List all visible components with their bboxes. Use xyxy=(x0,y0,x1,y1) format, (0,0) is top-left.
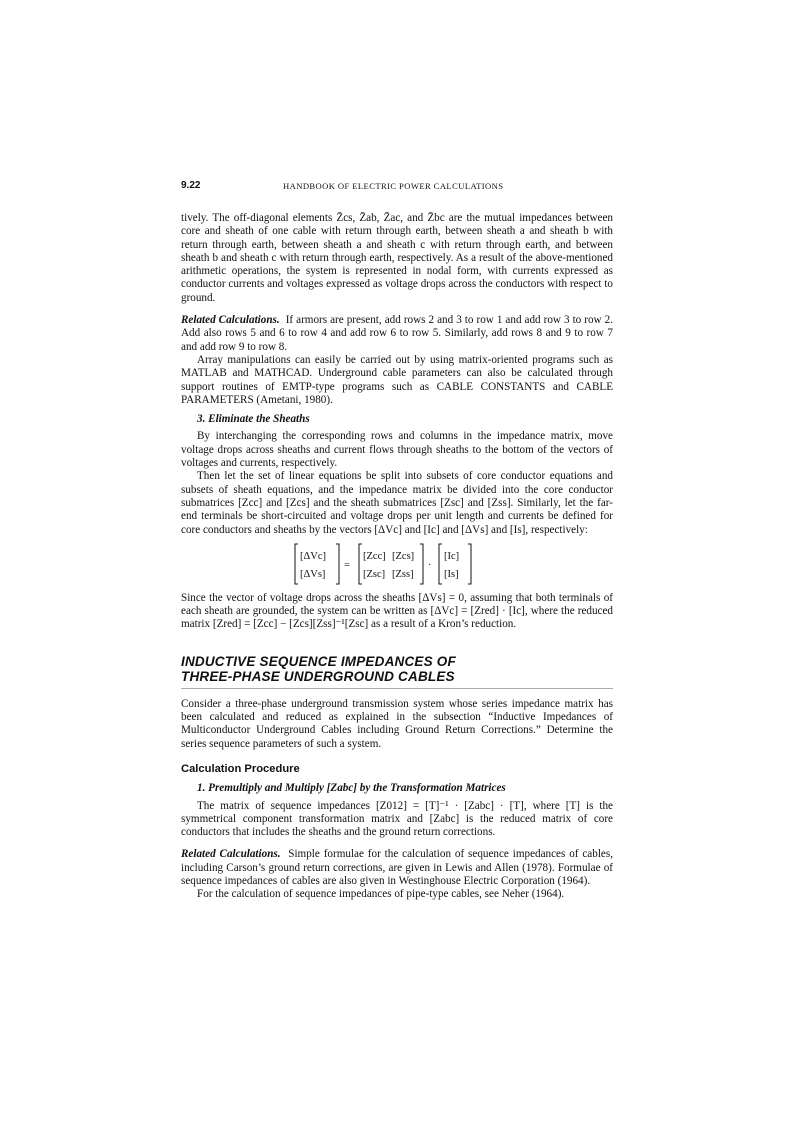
lhs-core-voltage: [ΔVc] xyxy=(300,550,326,562)
paragraph-consider: Consider a three-phase underground transmission system whose series impedance matrix has been calculated and reduced as explained in the subsection “Inductive Impedances of Multiconductor Underground Cables including Ground Return Corrections.” Determine the series sequence parameters of such a system. xyxy=(181,697,613,750)
paragraph-split-equations: Then let the set of linear equations be split into subsets of core conductor equations and subsets of sheath equations, and the impedance matrix be divided into the core conductor submatrices [Zcc] and [Zcs] and the sheath submatrices [Zsc] and [Zss]. Similarly, let the far-end terminals be short-circuited and voltage drops per unit length and currents be defined for core conductors and sheaths by the vectors [ΔVc] and [Ic] and [ΔVs] and [Is], respectively: xyxy=(181,470,613,536)
step-eliminate-sheaths: 3. Eliminate the Sheaths xyxy=(197,413,310,426)
rhs-sheath-current: [Is] xyxy=(444,568,459,580)
related-calculations-text: If armors are present, add rows 2 and 3 to row 1 and add row 3 to row 2. Add also rows 5 and 6 to row 4 and add row 6 to row 5. Similarly, add rows 8 and 9 to row 7 and add row 9 to row 8. xyxy=(181,314,613,353)
matrix-zss: [Zss] xyxy=(392,568,414,580)
paragraph-kron-reduction: Since the vector of voltage drops across the sheaths [ΔVs] = 0, assuming that both terminals of each sheath are grounded, the system can be written as [ΔVc] = [Zred] · [Ic], where the reduced matrix [Zred] = [Zcc] − [Zcs][Zss]⁻¹[Zsc] as a result of a Kron’s reduction. xyxy=(181,591,613,631)
matrix-equation xyxy=(181,542,613,586)
related-calculations-text-2: Simple formulae for the calculation of sequence impedances of cables, including Carson’s ground return corrections, are given in Lewis and Allen (1978). Formulae of sequence impedances of cables are also given in Westinghouse Electric Corporation (1964). xyxy=(181,848,613,887)
paragraph-interchange: By interchanging the corresponding rows and columns in the impedance matrix, move voltage drops across sheaths and current flows through sheaths to the bottom of the vectors of voltages and currents, respectively. xyxy=(181,430,613,470)
related-calculations-label: Related Calculations. xyxy=(181,314,280,327)
rhs-core-current: [Ic] xyxy=(444,550,460,562)
matrix-equation-graphic xyxy=(292,542,502,586)
section-title-line-2: THREE-PHASE UNDERGROUND CABLES xyxy=(181,668,455,684)
matrix-zsc: [Zsc] xyxy=(363,568,386,580)
section-title-line-1: INDUCTIVE SEQUENCE IMPEDANCES OF xyxy=(181,653,456,669)
related-calculations-label-2: Related Calculations. xyxy=(181,848,281,861)
matrix-zcc: [Zcc] xyxy=(363,550,386,562)
lhs-sheath-voltage: [ΔVs] xyxy=(300,568,326,580)
calculation-procedure-heading: Calculation Procedure xyxy=(181,762,300,775)
paragraph-pipe-type: For the calculation of sequence impedances of pipe-type cables, see Neher (1964). xyxy=(197,888,565,901)
paragraph-related-calculations-2 xyxy=(181,848,613,888)
page-body xyxy=(181,212,613,902)
book-title: HANDBOOK OF ELECTRIC POWER CALCULATIONS xyxy=(283,181,504,191)
matrix-zcs: [Zcs] xyxy=(392,550,415,562)
paragraph-sequence-matrix: The matrix of sequence impedances [Z012] = [T]⁻¹ · [Zabc] · [T], where [T] is the symmetrical component transformation matrix and [Zabc] is the reduced matrix of core conductors that includes the sheaths and the ground return corrections. xyxy=(181,799,613,839)
paragraph-related-calculations xyxy=(181,314,613,354)
paragraph-mutual-impedances: tively. The off-diagonal elements Z̄cs, Z̄ab, Z̄ac, and Z̄bc are the mutual impedances between core and sheath of one cable with return through earth, between sheath a and sheath b with return through earth, between sheath a and sheath c with return through earth, and between sheath b and sheath c with return through earth, respectively. As a result of the above-mentioned arithmetic operations, the system is represented in nodal form, with currents expressed as conductor currents and voltages expressed as voltage drops across the conductors with respect to ground. xyxy=(181,212,613,304)
equals-sign: = xyxy=(344,559,350,571)
dot-operator: · xyxy=(428,559,432,571)
page-number: 9.22 xyxy=(181,180,201,191)
step-premultiply: 1. Premultiply and Multiply [Zabc] by the Transformation Matrices xyxy=(197,782,506,795)
paragraph-array-manipulations: Array manipulations can easily be carried out by using matrix-oriented programs such as MATLAB and MATHCAD. Underground cable parameters can also be calculated through support routines of EMTP-type programs such as CABLE CONSTANTS and CABLE PARAMETERS (Ametani, 1980). xyxy=(181,353,613,406)
running-head xyxy=(181,180,613,194)
section-title xyxy=(181,654,613,689)
